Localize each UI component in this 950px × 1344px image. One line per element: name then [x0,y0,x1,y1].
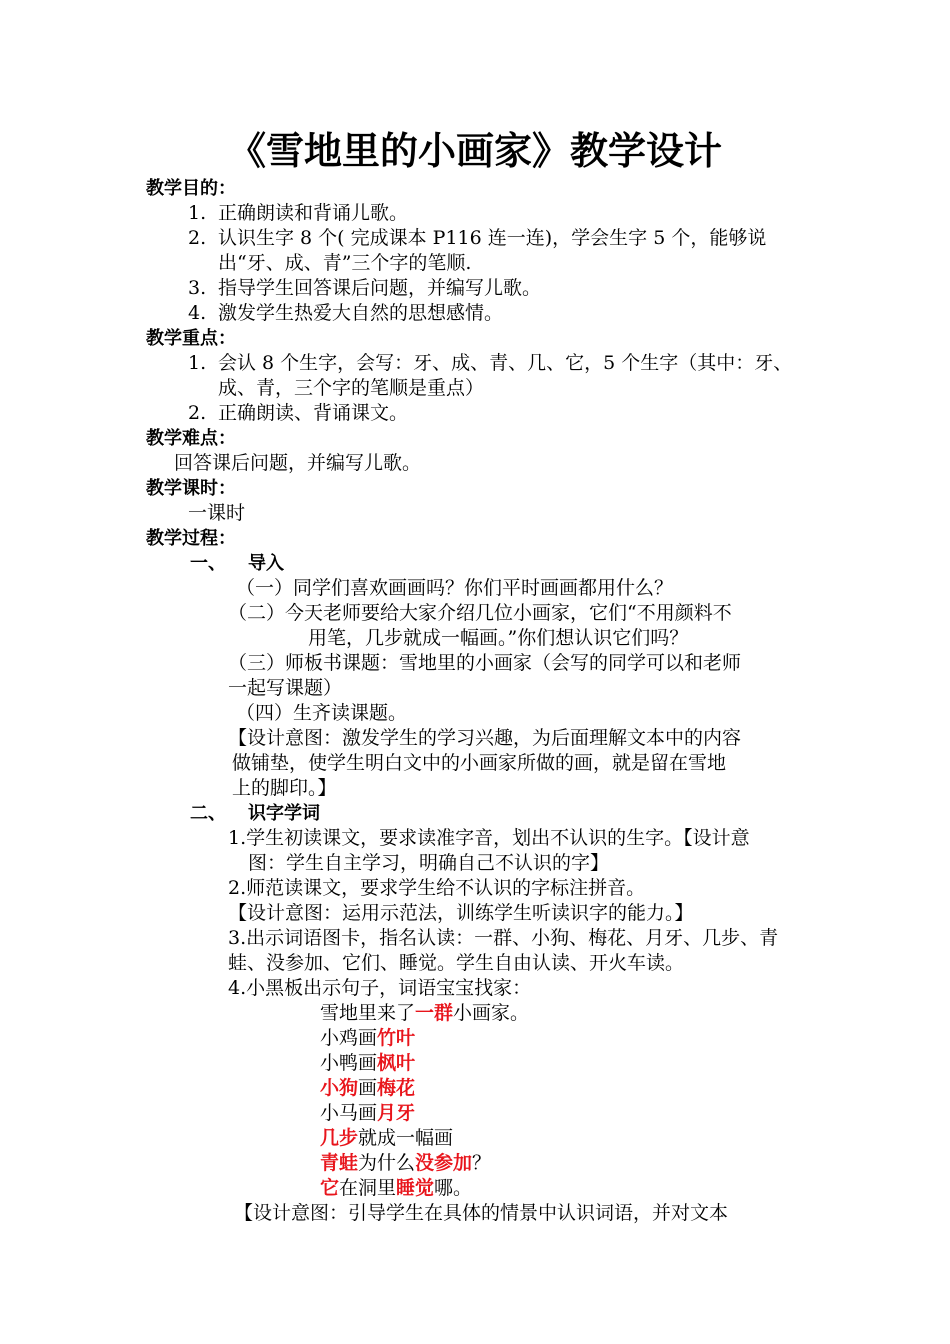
list-text: 指导学生回答课后问题，并编写儿歌。 [218,277,542,299]
key-point-item-2 [188,401,408,426]
poem-text: 小鸭画 [320,1052,378,1074]
objective-item-1 [188,201,408,226]
section-number: 一、 [190,553,226,574]
key-point-item-1-cont: 成、青，三个字的笔顺是重点） [218,377,485,399]
highlighted-word: 枫叶 [377,1052,416,1074]
list-text: 正确朗读和背诵儿歌。 [218,202,409,224]
section-number: 二、 [190,803,226,824]
highlighted-word: 梅花 [377,1077,416,1099]
list-number: 2. [188,402,207,424]
section-1-intent-1: 【设计意图：激发学生的学习兴趣，为后面理解文本中的内容 [228,727,742,749]
poem-text: 小马画 [320,1102,378,1124]
lesson-time-text: 一课时 [188,502,246,524]
highlighted-word: 青蛙 [320,1152,359,1174]
section-2-final-intent: 【设计意图：引导学生在具体的情景中认识词语，并对文本 [234,1202,729,1224]
section-2-step-1: 1.学生初读课文，要求读准字音，划出不认识的生字。【设计意 [228,827,750,849]
poem-line-8 [320,1176,472,1201]
list-number: 1. [188,202,207,224]
highlighted-word: 竹叶 [377,1027,416,1049]
section-1-line-2: （二）今天老师要给大家介绍几位小画家，它们“不用颜料不 [228,602,732,624]
key-points-heading: 教学重点： [146,328,236,349]
section-1-line-3: （三）师板书课题：雪地里的小画家（会写的同学可以和老师 [228,652,742,674]
objective-item-4 [188,301,503,326]
objective-item-2 [188,226,766,251]
section-2-step-3: 3.出示词语图卡，指名认读：一群、小狗、梅花、月牙、几步、青 [228,927,779,949]
highlighted-word: 它 [320,1177,340,1199]
objectives-heading: 教学目的： [146,178,236,199]
section-2-step-3-cont: 蛙、没参加、它们、睡觉。学生自由认读、开火车读。 [228,952,685,974]
difficulty-text: 回答课后问题，并编写儿歌。 [174,452,422,474]
poem-text: 小画家。 [453,1002,530,1024]
difficulty-heading: 教学难点： [146,428,236,449]
highlighted-word: 一群 [415,1002,454,1024]
list-number: 4. [188,302,207,324]
section-2-step-2: 2.师范读课文，要求学生给不认识的字标注拼音。 [228,877,646,899]
section-1-intent-3: 上的脚印。】 [232,777,337,799]
section-1-line-1: （一）同学们喜欢画画吗？你们平时画画都用什么？ [236,577,674,599]
highlighted-word: 小狗 [320,1077,359,1099]
section-1-line-2-cont: 用笔，几步就成一幅画。”你们想认识它们吗？ [308,627,689,649]
poem-line-3 [320,1051,415,1076]
highlighted-word: 月牙 [377,1102,416,1124]
document-title: 《雪地里的小画家》教学设计 [227,129,722,173]
poem-line-1 [320,1001,529,1026]
section-2-step-2-intent: 【设计意图：运用示范法，训练学生听读识字的能力。】 [228,902,694,924]
objective-item-3 [188,276,541,301]
poem-text: 雪地里来了 [320,1002,416,1024]
poem-text: ？ [472,1152,492,1174]
section-2-heading [190,801,320,826]
section-2-step-1-cont: 图：学生自主学习，明确自己不认识的字】 [248,852,610,874]
list-text: 正确朗读、背诵课文。 [218,402,409,424]
list-text: 认识生字 8 个( 完成课本 P116 连一连)，学会生字 5 个，能够说 [218,227,767,249]
poem-line-6 [320,1126,453,1151]
poem-text: 为什么 [358,1152,416,1174]
list-text: 激发学生热爱大自然的思想感情。 [218,302,504,324]
highlighted-word: 几步 [320,1127,359,1149]
poem-text: 就成一幅画 [358,1127,454,1149]
section-1-heading [190,551,284,576]
poem-text: 哪。 [434,1177,473,1199]
section-title: 导入 [248,553,284,574]
highlighted-word: 没参加 [415,1152,473,1174]
section-1-line-3-cont: 一起写课题） [228,677,343,699]
list-text: 会认 8 个生字，会写：牙、成、青、几、它，5 个生字（其中：牙、 [218,352,793,374]
section-2-step-4: 4.小黑板出示句子，词语宝宝找家： [228,977,532,999]
poem-line-2 [320,1026,415,1051]
lesson-time-heading: 教学课时： [146,478,236,499]
process-heading: 教学过程： [146,528,236,549]
list-number: 1. [188,352,207,374]
poem-line-4 [320,1076,415,1101]
section-1-line-4: （四）生齐读课题。 [236,702,408,724]
list-number: 3. [188,277,207,299]
highlighted-word: 睡觉 [396,1177,435,1199]
section-1-intent-2: 做铺垫，使学生明白文中的小画家所做的画，就是留在雪地 [232,752,727,774]
poem-line-5 [320,1101,415,1126]
section-title: 识字学词 [248,803,320,824]
poem-text: 在洞里 [339,1177,397,1199]
objective-item-2-cont: 出“牙、成、青”三个字的笔顺. [218,252,472,274]
poem-text: 小鸡画 [320,1027,378,1049]
key-point-item-1 [188,351,792,376]
list-number: 2. [188,227,207,249]
poem-text: 画 [358,1077,378,1099]
poem-line-7 [320,1151,491,1176]
